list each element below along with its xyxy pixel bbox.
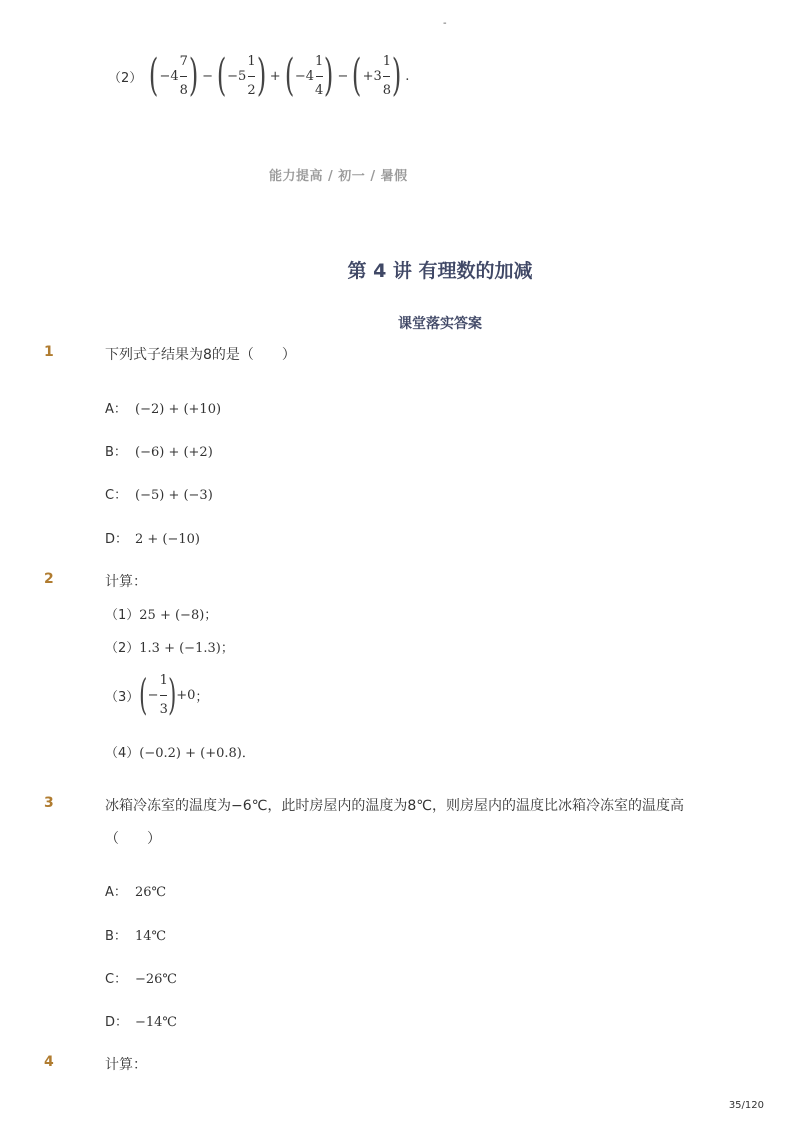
answer-blank: （ ） <box>105 831 161 847</box>
breadcrumb: 能力提高 / 初一 / 暑假 <box>269 169 408 184</box>
section-title: 课堂落实答案 <box>398 316 482 332</box>
question-number: 4 <box>44 1054 54 1070</box>
mixed-number: −4 $\frac{1}{4}$ <box>294 53 324 98</box>
sub-question: （4）(−0.2) + (+0.8)． <box>105 746 255 761</box>
question-number: 1 <box>44 344 54 360</box>
sub-question-fraction: （3） ( − $\frac{1}{3}$ ) +0 ； <box>105 670 209 719</box>
question-number: 3 <box>44 795 54 811</box>
option-b: B： (−6) + (+2) <box>105 445 213 460</box>
option-d: D： 2 + (−10) <box>105 532 201 547</box>
chapter-title: 第 4 讲 有理数的加减 <box>347 260 533 282</box>
question-text: 计算： <box>105 1057 147 1073</box>
question-number: 2 <box>44 571 54 587</box>
header-mark: - <box>443 18 447 29</box>
option-a: A： 26℃ <box>105 885 167 900</box>
prev-problem-label: （2） <box>108 70 143 86</box>
mixed-number: −5 $\frac{1}{2}$ <box>227 53 256 98</box>
question-text: 冰箱冷冻室的温度为−6℃，此时房屋内的温度为8℃，则房屋内的温度比冰箱冷冻室的温度高 <box>105 798 684 814</box>
option-d: D： −14℃ <box>105 1015 177 1030</box>
sub-question: （1）25 + (−8)； <box>105 608 218 623</box>
question-text: 下列式子结果为8的是（ ） <box>105 347 296 363</box>
mixed-number: +3 $\frac{1}{8}$ <box>362 53 392 98</box>
prev-problem-expression: （2） ( −4 $\frac{7}{8}$ ) − ( −5 $\frac{1}{2}$ ) + ( −4 $\frac{1}{4}$ ) − ( +3 $\frac{1}{8}$ ) . <box>108 46 412 106</box>
page-number: 35/120 <box>728 1100 764 1111</box>
mixed-number: −4 $\frac{7}{8}$ <box>159 53 188 98</box>
option-c: C： (−5) + (−3) <box>105 488 213 503</box>
option-c: C： −26℃ <box>105 972 177 987</box>
question-text: 计算： <box>105 574 147 590</box>
option-a: A： (−2) + (+10) <box>105 402 222 417</box>
sub-question: （2）1.3 + (−1.3)； <box>105 641 234 656</box>
option-b: B： 14℃ <box>105 929 167 944</box>
